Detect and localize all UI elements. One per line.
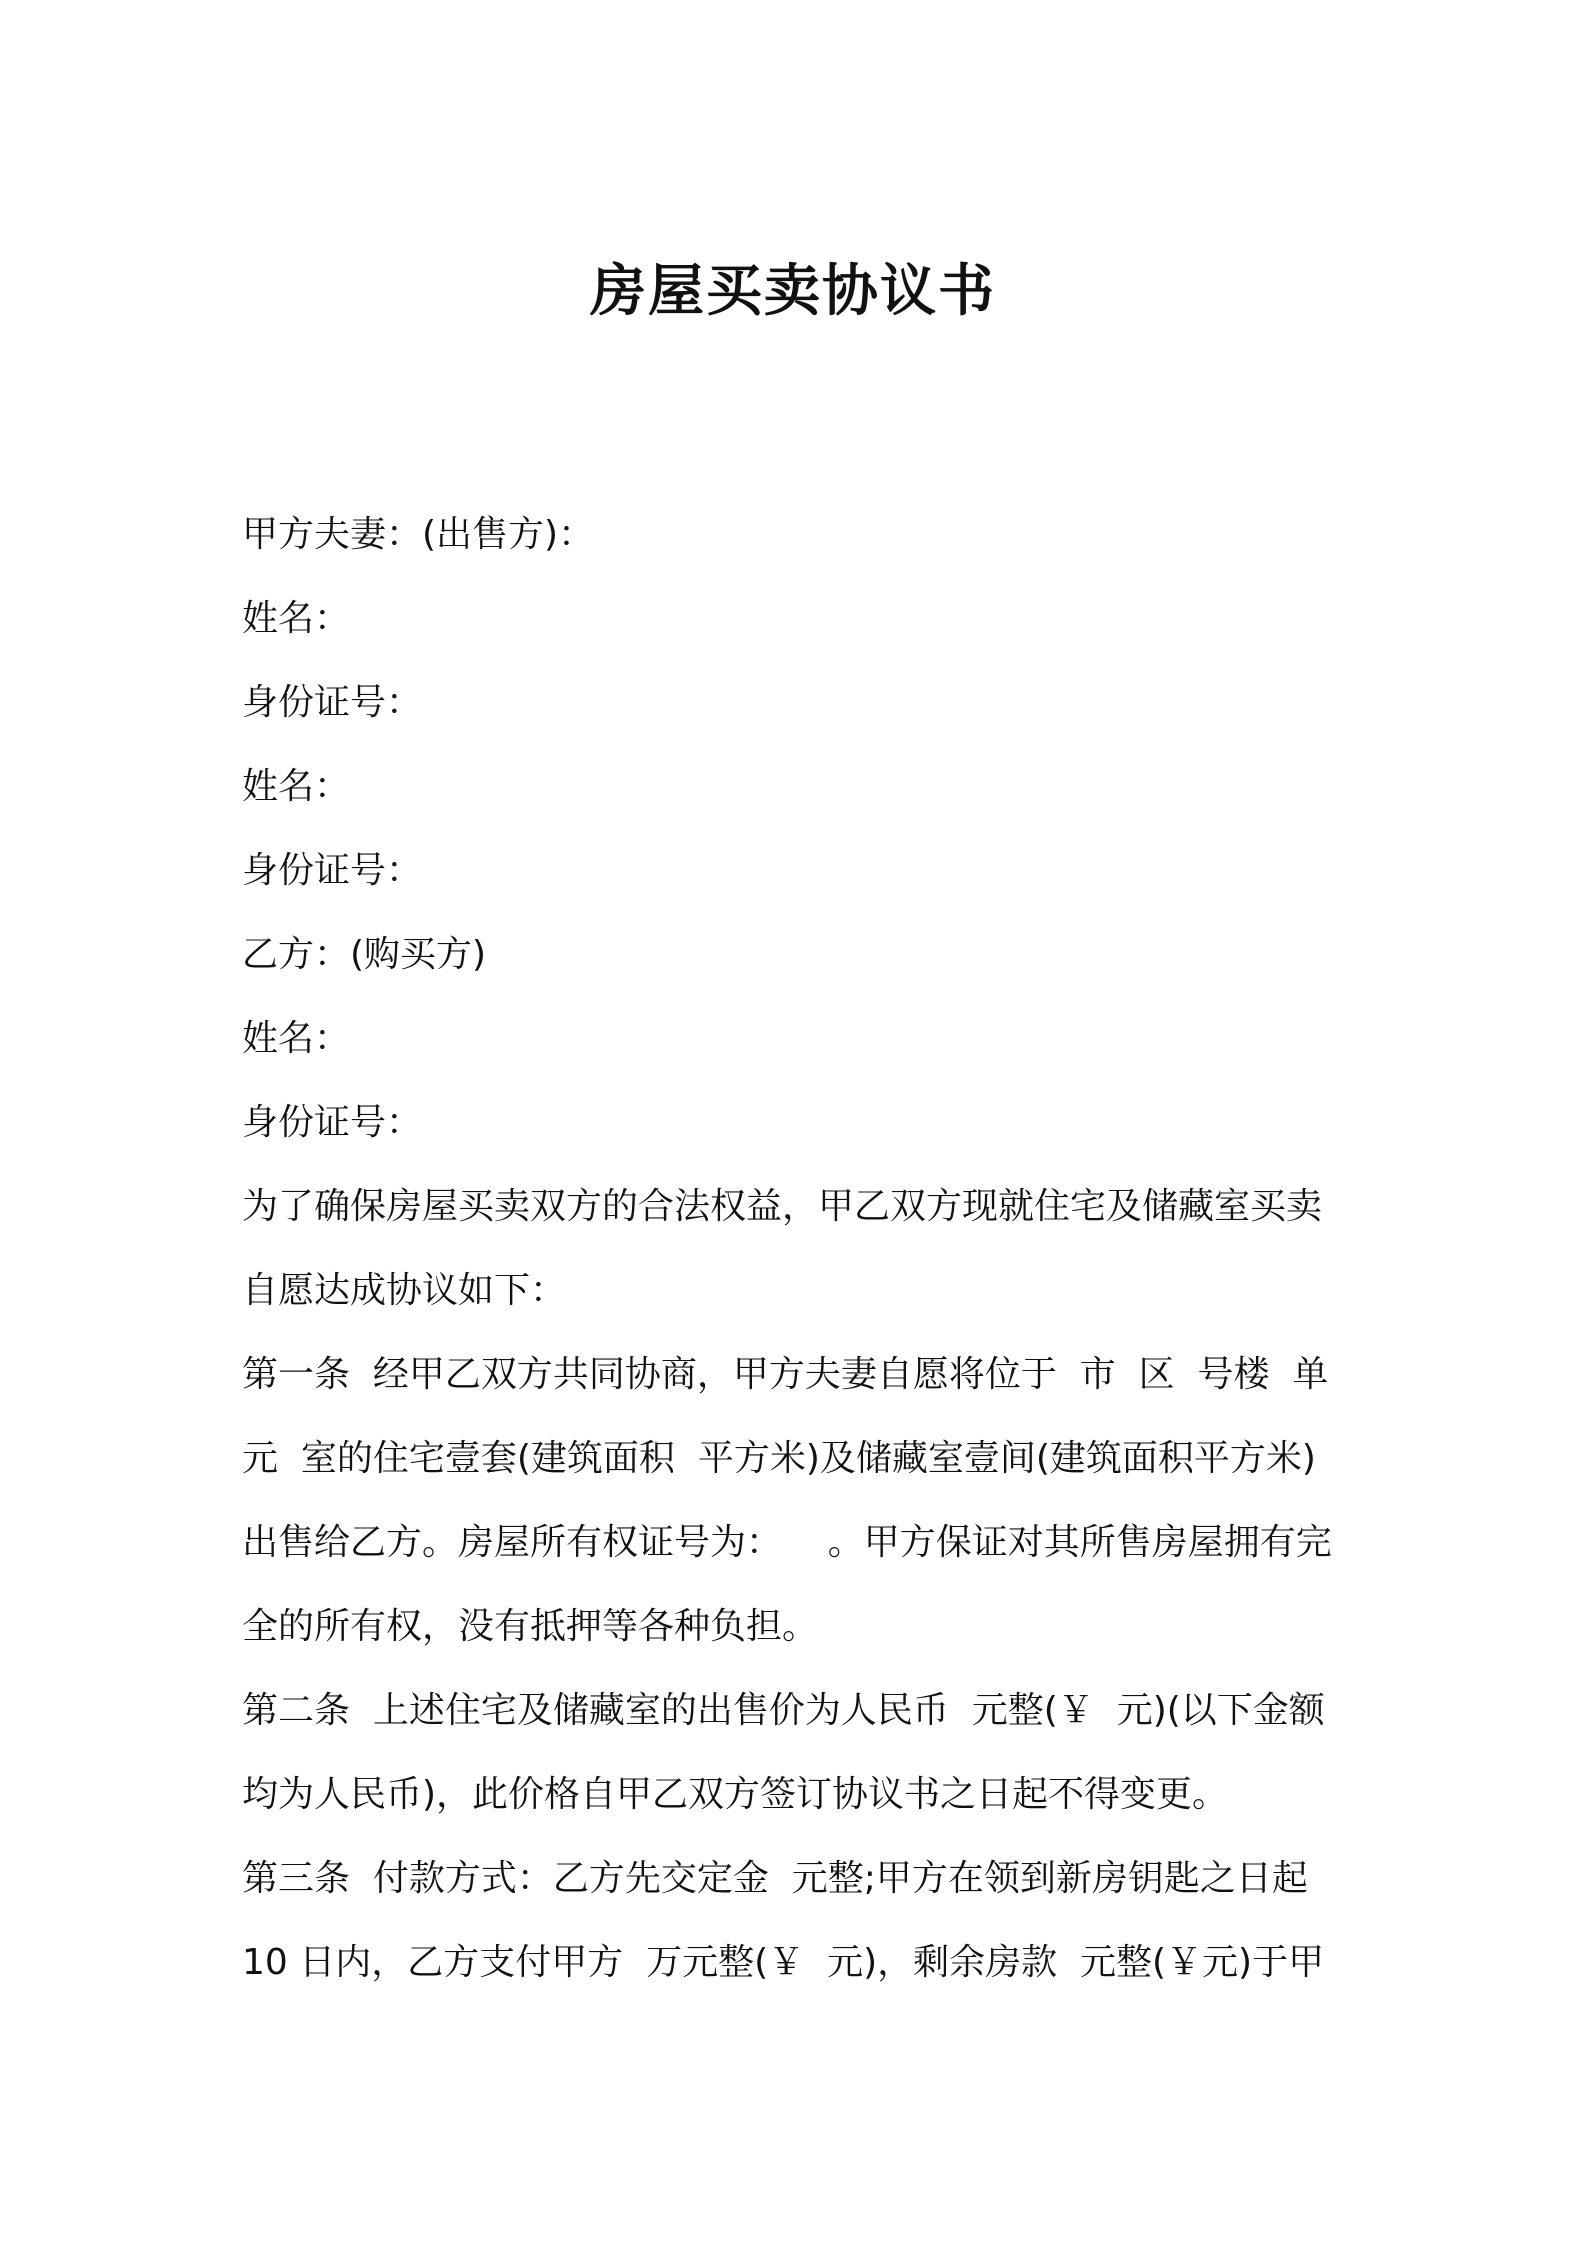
preamble-line-2: 自愿达成协议如下： [242,1270,567,1311]
party-a-id-2: 身份证号： [242,850,423,891]
party-b-name: 姓名： [242,1018,351,1059]
article-1-line-3: 出售给乙方。房屋所有权证号为： 。甲方保证对其所售房屋拥有完 [242,1522,1332,1563]
article-2-line-1: 第二条 上述住宅及储藏室的出售价为人民币 元整(￥ 元)(以下金额 [242,1690,1325,1731]
article-2-line-2: 均为人民币)，此价格自甲乙双方签订协议书之日起不得变更。 [242,1774,1229,1815]
party-b-heading: 乙方：(购买方) [242,934,487,975]
party-a-heading: 甲方夫妻：(出售方)： [242,514,595,555]
article-1-line-2: 元 室的住宅壹套(建筑面积 平方米)及储藏室壹间(建筑面积平方米) [242,1438,1316,1479]
party-a-name-2: 姓名： [242,766,351,807]
document-title: 房屋买卖协议书 [590,259,996,324]
article-3-line-1: 第三条 付款方式：乙方先交定金 元整;甲方在领到新房钥匙之日起 [242,1858,1308,1899]
article-1-line-4: 全的所有权，没有抵押等各种负担。 [242,1606,819,1647]
article-3-line-2: 10 日内，乙方支付甲方 万元整(￥ 元)，剩余房款 元整(￥元)于甲 [242,1942,1325,1983]
article-1-line-1: 第一条 经甲乙双方共同协商，甲方夫妻自愿将位于 市 区 号楼 单 [242,1354,1329,1395]
party-a-name-1: 姓名： [242,598,351,639]
preamble-line-1: 为了确保房屋买卖双方的合法权益，甲乙双方现就住宅及储藏室买卖 [242,1186,1323,1227]
document-body [242,493,1352,2005]
party-b-id: 身份证号： [242,1102,423,1143]
party-a-id-1: 身份证号： [242,682,423,723]
